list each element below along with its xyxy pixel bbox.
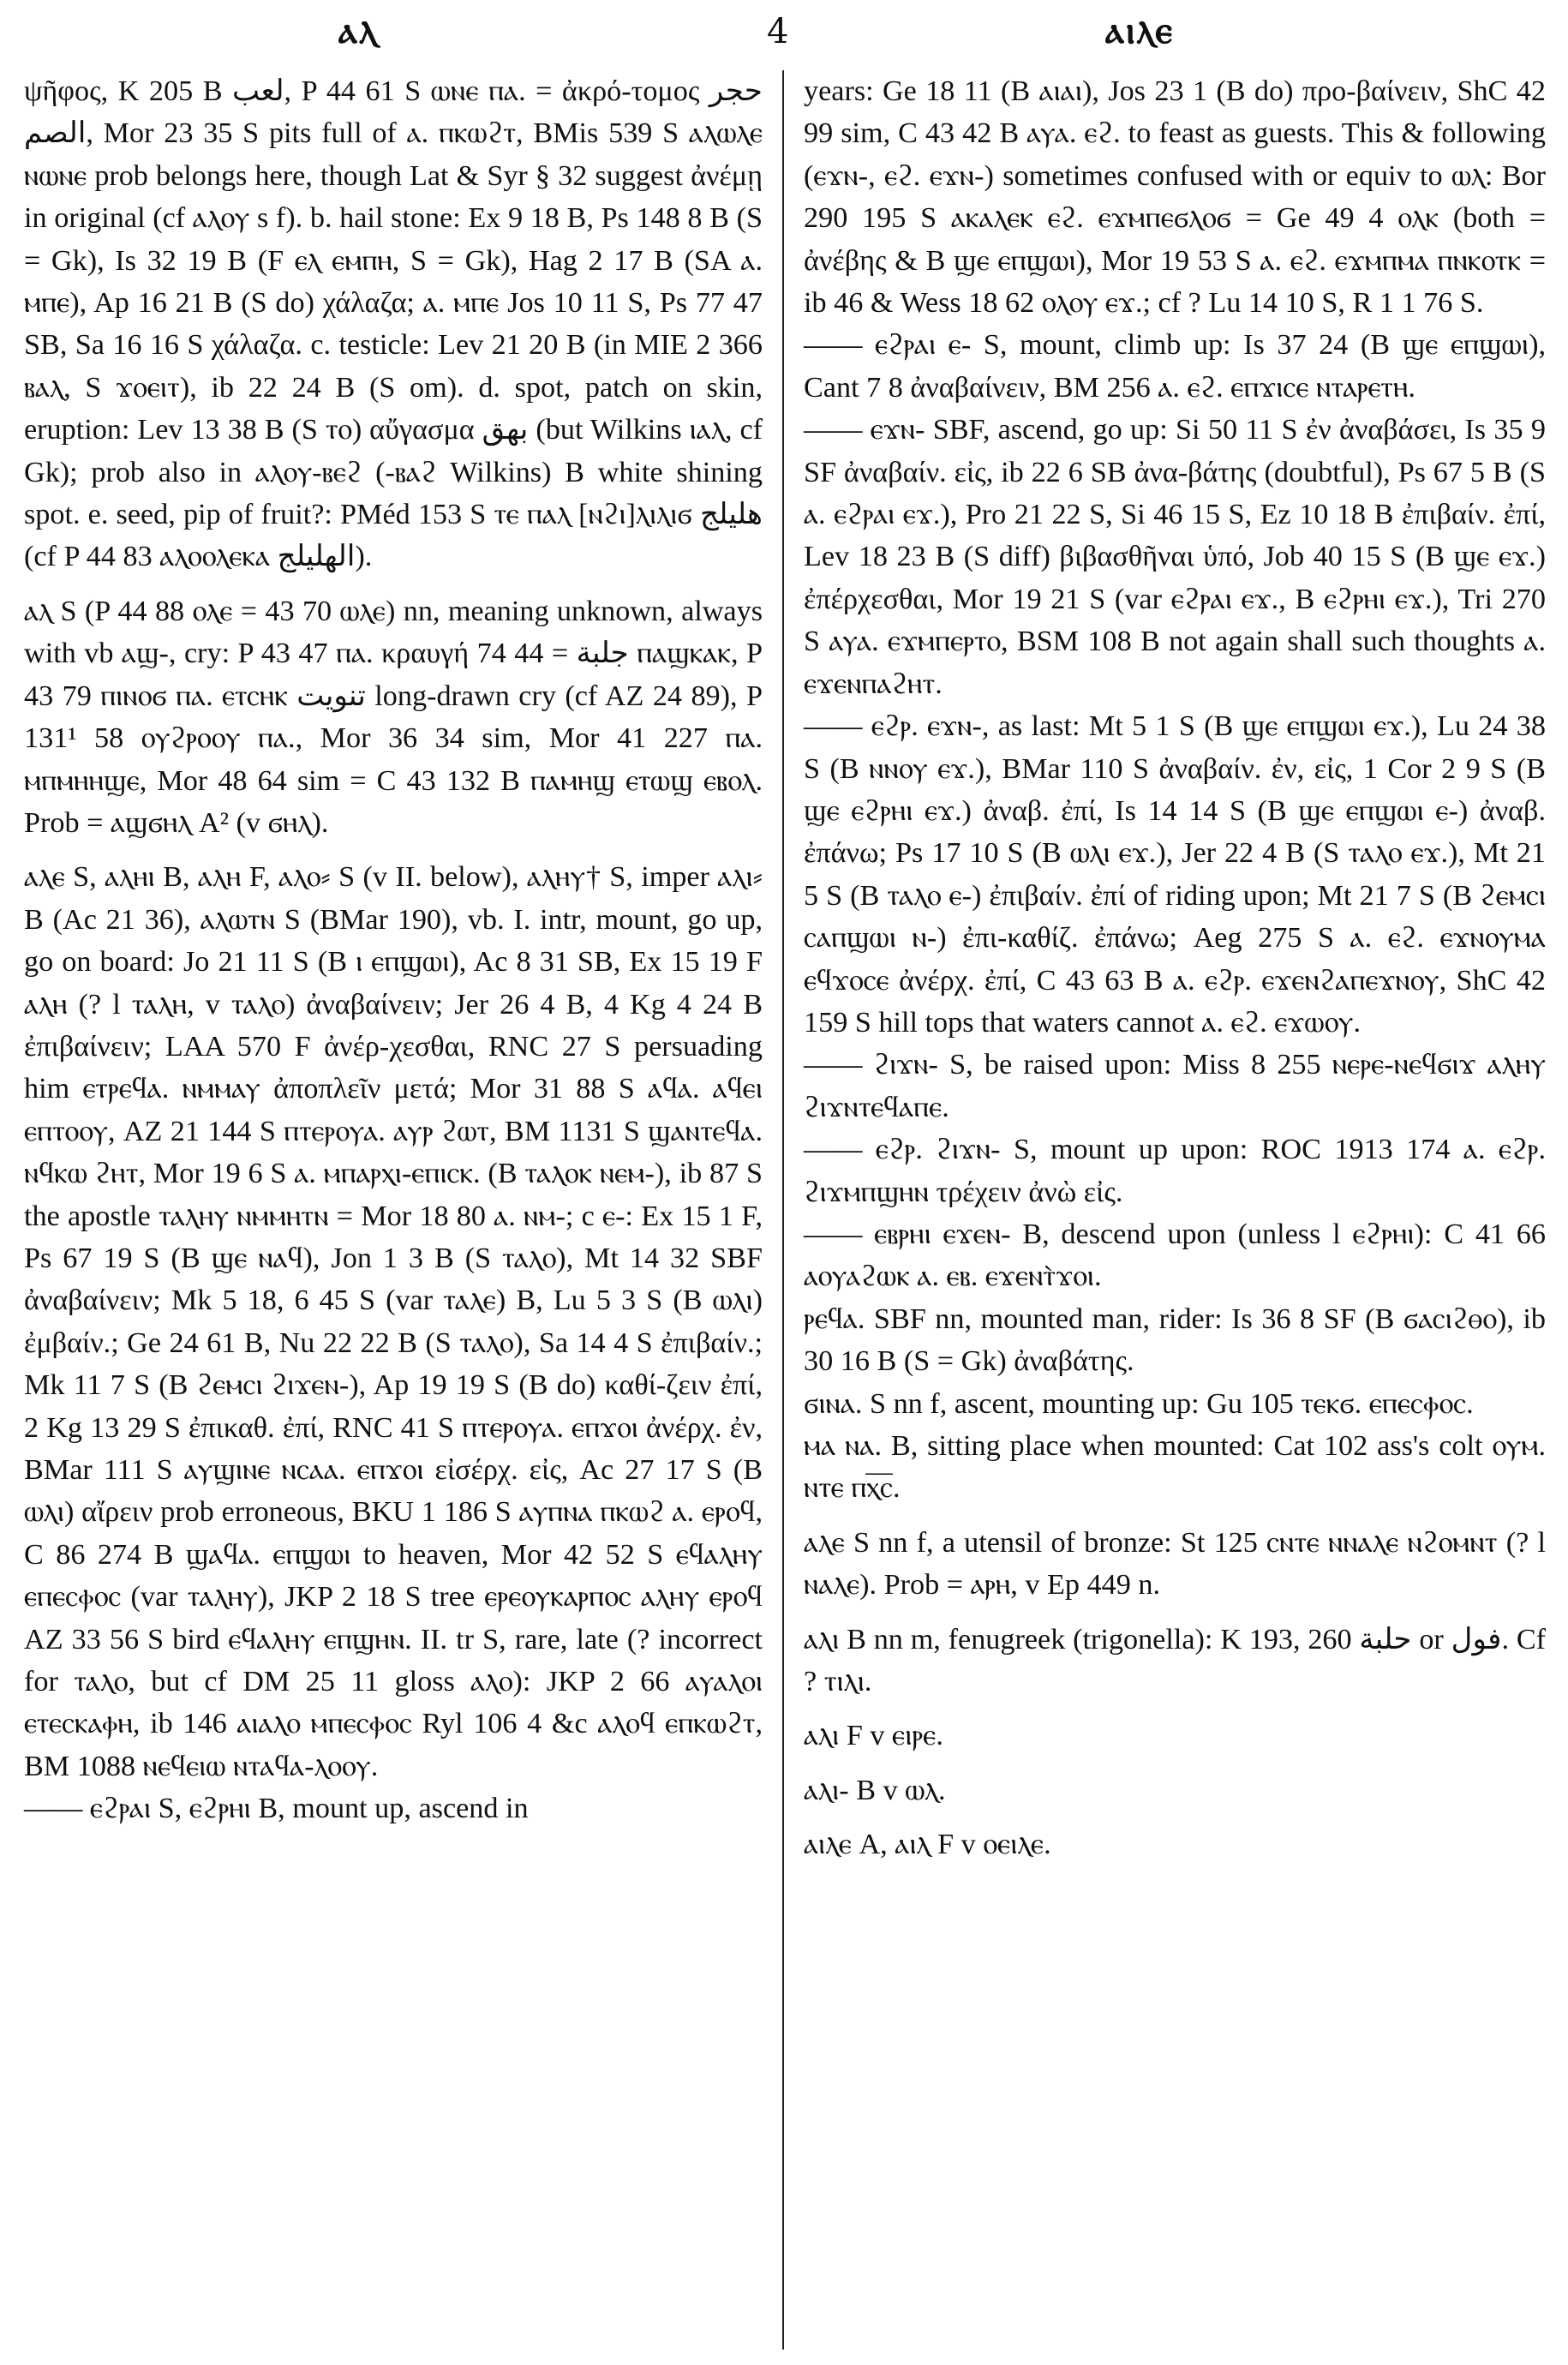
subentry-hijn: —— ϩⲓϫⲛ- S, be raised upon: Miss 8 255 ⲛⲉⲣⲉ-ⲛⲉϥϭⲓϫ ⲁⲗⲏⲩ ϩⲓϫⲛⲧⲉϥⲁⲡⲉ.: [804, 1049, 1546, 1123]
entry-ale-verb: ⲁⲗⲉ S, ⲁⲗⲏⲓ B, ⲁⲗⲏ F, ⲁⲗⲟ⸗ S (v II. below), ⲁⲗⲏⲩ† S, imper ⲁⲗⲓ⸗ B (Ac 21 36), ⲁⲗⲱⲧⲛ S (BMar 190), vb. I. intr, mount, go up, go on board: Jo 21 11 S (B ⲓ ⲉⲡϣⲱⲓ), Ac 8 31 SB, Ex 15 19 F ⲁⲗⲏ (? l ⲧⲁⲗⲏ, v ⲧⲁⲗⲟ) ἀναβαίνειν; Jer 26 4 B, 4 Kg 4 24 B ἐπιβαίνειν; LAA 570 F ἀνέρ-χεσθαι, RNC 27 S persuading him ⲉⲧⲣⲉϥⲁ. ⲛⲙⲙⲁⲩ ἀποπλεῖν μετά; Mor 31 88 S ⲁϥⲁ. ⲁϥⲉⲓ ⲉⲡⲧⲟⲟⲩ, AZ 21 144 S ⲡⲧⲉⲣⲟⲩⲁ. ⲁⲩⲣ ϩⲱⲧ, BM 1131 S ϣⲁⲛⲧⲉϥⲁ. ⲛϥⲕⲱ ϩⲏⲧ, Mor 19 6 S ⲁ. ⲙⲡⲁⲣⲭⲓ-ⲉⲡⲓⲥⲕ. (B ⲧⲁⲗⲟⲕ ⲛⲉⲙ-), ib 87 S the apostle ⲧⲁⲗⲏⲩ ⲛⲙⲙⲏⲧⲛ = Mor 18 80 ⲁ. ⲛⲙ-; c ⲉ-: Ex 15 1 F, Ps 67 19 S (B ϣⲉ ⲛⲁϥ), Jon 1 3 B (S ⲧⲁⲗⲟ), Mt 14 32 SBF ἀναβαίνειν; Mk 5 18, 6 45 S (var ⲧⲁⲗⲉ) B, Lu 5 3 S (B ⲱⲗⲓ) ἐμβαίν.; Ge 24 61 B, Nu 22 22 B (S ⲧⲁⲗⲟ), Sa 14 4 S ἐπιβαίν.; Mk 11 7 S (B ϩⲉⲙⲥⲓ ϩⲓϫⲉⲛ-), Ap 19 19 S (B do) καθί-ζειν ἐπί, 2 Kg 13 29 S ἐπικαθ. ἐπί, RNC 41 S ⲡⲧⲉⲣⲟⲩⲁ. ⲉⲡϫⲟⲓ ἀνέρχ. ἐν, BMar 111 S ⲁⲩϣⲓⲛⲉ ⲛⲥⲁⲁ. ⲉⲡϫⲟⲓ εἰσέρχ. εἰς, Ac 27 17 S (B ⲱⲗⲓ) αἴρειν prob erroneous, BKU 1 186 S ⲁⲩⲡⲛⲁ ⲡⲕⲱϩ ⲁ. ⲉⲣⲟϥ, C 86 274 B ϣⲁϥⲁ. ⲉⲡϣⲱⲓ to heaven, Mor 42 52 S ⲉϥⲁⲗⲏⲩ ⲉⲡⲉⲥⲫⲟⲥ (var ⲧⲁⲗⲏⲩ), JKP 2 18 S tree ⲉⲣⲉⲟⲩⲕⲁⲣⲡⲟⲥ ⲁⲗⲏⲩ ⲉⲣⲟϥ AZ 33 56 S bird ⲉϥⲁⲗⲏⲩ ⲉⲡϣⲏⲛ. II. tr S, rare, late (? incorrect for ⲧⲁⲗⲟ, but cf DM 25 11 gloss ⲁⲗⲟ): JKP 2 66 ⲁⲩⲁⲗⲟⲓ ⲉⲧⲉⲥⲕⲁⲫⲏ, ib 146 ⲁⲓⲁⲗⲟ ⲙⲡⲉⲥⲫⲟⲥ Ryl 106 4 &c ⲁⲗⲟϥ ⲉⲡⲕⲱϩⲧ, BM 1088 ⲛⲉϥⲉⲓⲱ ⲛⲧⲁϥⲁ-ⲗⲟⲟⲩ.: [24, 861, 763, 1782]
running-head-right: ⲁⲓⲗⲉ: [1105, 9, 1174, 52]
entry-ali-f: ⲁⲗⲓ F v ⲉⲓⲣⲉ.: [804, 1720, 943, 1752]
subentry-ma-na: ⲙⲁ ⲛⲁ. B, sitting place when mounted: Cat 102 ass's colt ⲟⲩⲙ. ⲛⲧⲉ ⲡⲭ̅ⲥ̅.: [804, 1430, 1546, 1505]
entry-al: ⲁⲗ S (P 44 88 ⲟⲗⲉ = 43 70 ⲱⲗⲉ) nn, meaning unknown, always with vb ⲁϣ-, cry: P 43 47 ⲡⲁ. κραυγή جلبة = 44 74 ⲡⲁϣⲕⲁⲕ, P 43 79 ⲡⲓⲛⲟϭ ⲡⲁ. ⲉⲧⲥⲏⲕ تنويت long-drawn cry (cf AZ 24 89), P 131¹ 58 ⲟⲩϩⲣⲟⲟⲩ ⲡⲁ., Mor 36 34 sim, Mor 41 227 ⲡⲁ. ⲙⲡⲙⲏⲏϣⲉ, Mor 48 64 sim = C 43 132 B ⲡⲁⲙⲏϣ ⲉⲧⲱϣ ⲉⲃⲟⲗ. Prob = ⲁϣϭⲏⲗ A² (v ϭⲏⲗ).: [24, 595, 763, 839]
subentry-ehr-ejn: —— ⲉϩⲣ. ⲉϫⲛ-, as last: Mt 5 1 S (B ϣⲉ ⲉⲡϣⲱⲓ ⲉϫ.), Lu 24 38 S (B ⲛⲛⲟⲩ ⲉϫ.), BMar 110 S ἀναβαίν. ἐν, εἰς, 1 Cor 2 9 S (B ϣⲉ ⲉϩⲣⲏⲓ ⲉϫ.) ἀναβ. ἐπί, Is 14 14 S (B ϣⲉ ⲉⲡϣⲱⲓ ⲉ-) ἀναβ. ἐπάνω; Ps 17 10 S (B ⲱⲗⲓ ⲉϫ.), Jer 22 4 B (S ⲧⲁⲗⲟ ⲉϫ.), Mt 21 5 S (B ⲧⲁⲗⲟ ⲉ-) ἐπιβαίν. ἐπί of riding upon; Mt 21 7 S (B ϩⲉⲙⲥⲓ ⲥⲁⲡϣⲱⲓ ⲛ-) ἐπι-καθίζ. ἐπάνω; Aeg 275 S ⲁ. ⲉϩ. ⲉϫⲛⲟⲩⲙⲁ ⲉϥϫⲟⲥⲉ ἀνέρχ. ἐπί, C 43 63 B ⲁ. ⲉϩⲣ. ⲉϫⲉⲛϩⲁⲡⲉϫⲛⲟⲩ, ShC 42 159 S hill tops that waters cannot ⲁ. ⲉϩ. ⲉϫⲱⲟⲩ.: [804, 710, 1546, 1039]
entry-ali-b: ⲁⲗⲓ- B v ⲱⲗ.: [804, 1774, 946, 1806]
subentry-ebrei-ejen: —— ⲉⲃⲣⲏⲓ ⲉϫⲉⲛ- B, descend upon (unless l ⲉϩⲣⲏⲓ): C 41 66 ⲁⲟⲩⲁϩⲱⲕ ⲁ. ⲉⲃ. ⲉϫⲉⲛⲧ̀ϫⲟⲓ.: [804, 1218, 1546, 1293]
subentry-ehr-hijn: —— ⲉϩⲣ. ϩⲓϫⲛ- S, mount up upon: ROC 1913 174 ⲁ. ⲉϩⲣ. ϩⲓϫⲙⲡϣⲏⲛ τρέχειν ἀνὼ εἰς.: [804, 1134, 1546, 1208]
page-header: [0, 0, 1568, 69]
left-column: [24, 70, 763, 2350]
entry-ale-noun: ⲁⲗⲉ S nn f, a utensil of bronze: St 125 ⲥⲛⲧⲉ ⲛⲛⲁⲗⲉ ⲛϩⲟⲙⲛⲧ (? l ⲛⲁⲗⲉ). Prob = ⲁⲣⲏ, v Ep 449 n.: [804, 1526, 1546, 1602]
subentry-continuation: years: Ge 18 11 (B ⲁⲓⲁⲓ), Jos 23 1 (B do) προ-βαίνειν, ShC 42 99 sim, C 43 42 B ⲁⲩⲁ. ⲉϩ. to feast as guests. This & following (ⲉϫⲛ-, ⲉϩ. ⲉϫⲛ-) sometimes confused with or equiv to ⲱⲗ: Bor 290 195 S ⲁⲕⲁⲗⲉⲕ ⲉϩ. ⲉϫⲙⲡⲉϭⲗⲟϭ = Ge 49 4 ⲟⲗⲕ (both = ἀνέβης & B ϣⲉ ⲉⲡϣⲱⲓ), Mor 19 53 S ⲁ. ⲉϩ. ⲉϫⲙⲡⲙⲁ ⲡⲛⲕⲟⲧⲕ = ib 46 & Wess 18 62 ⲟⲗⲟⲩ ⲉϫ.; cf ? Lu 14 10 S, R 1 1 76 S.: [804, 75, 1546, 320]
subentry-refa: ⲣⲉϥⲁ. SBF nn, mounted man, rider: Is 36 8 SF (B ϭⲁⲥⲓϩⲑⲟ), ib 30 16 B (S = Gk) ἀναβάτης.: [804, 1302, 1546, 1378]
subentry-ejn: —— ⲉϫⲛ- SBF, ascend, go up: Si 50 11 S ἐν ἀναβάσει, Is 35 9 SF ἀναβαίν. εἰς, ib 22 6 SB ἀνα-βάτης (doubtful), Ps 67 5 B (S ⲁ. ⲉϩⲣⲁⲓ ⲉϫ.), Pro 21 22 S, Si 46 15 S, Ez 10 18 B ἐπιβαίν. ἐπί, Lev 18 23 B (S diff) βιβασθῆναι ὑπό, Job 40 15 S (B ϣⲉ ⲉϫ.) ἐπέρχεσθαι, Mor 19 21 S (var ⲉϩⲣⲁⲓ ⲉϫ., B ⲉϩⲣⲏⲓ ⲉϫ.), Tri 270 S ⲁⲩⲁ. ⲉϫⲙⲡⲉⲣⲧⲟ, BSM 108 B not again shall such thoughts ⲁ. ⲉϫⲉⲛⲡⲁϩⲏⲧ.: [804, 414, 1546, 700]
subentry-cina: ϭⲓⲛⲁ. S nn f, ascent, mounting up: Gu 105 ⲧⲉⲕϭ. ⲉⲡⲉⲥⲫⲟⲥ.: [804, 1387, 1474, 1420]
right-column: [804, 70, 1546, 2350]
entry-ali-fenugreek: ⲁⲗⲓ B nn m, fenugreek (trigonella): K 193, 260 حلبة or فول. Cf ? ⲧⲓⲗⲓ.: [804, 1623, 1547, 1698]
entry-aile: ⲁⲓⲗⲉ A, ⲁⲓⲗ F v ⲟⲉⲓⲗⲉ.: [804, 1829, 1051, 1861]
subentry-ehrai: —— ⲉϩⲣⲁⲓ S, ⲉϩⲣⲏⲓ B, mount up, ascend in: [24, 1793, 529, 1825]
entry-continuation: ψῆφος, K 205 B لعب, P 44 61 S ⲱⲛⲉ ⲡⲁ. = ἀκρό-τομος حجر الصم, Mor 23 35 S pits full of ⲁ. ⲡⲕⲱϩⲧ, BMis 539 S ⲁⲗⲱⲗⲉ ⲛⲱⲛⲉ prob belongs here, though Lat & Syr § 32 suggest ἀνέμῃ in original (cf ⲁⲗⲟⲩ s f). b. hail stone: Ex 9 18 B, Ps 148 8 B (S = Gk), Is 32 19 B (F ⲉⲗ ⲉⲙⲡⲏ, S = Gk), Hag 2 17 B (SA ⲁ. ⲙⲡⲉ), Ap 16 21 B (S do) χάλαζα; ⲁ. ⲙⲡⲉ Jos 10 11 S, Ps 77 47 SB, Sa 16 16 S χάλαζα. c. testicle: Lev 21 20 B (in MIE 2 366 ⲃⲁⲗ, S ϫⲟⲉⲓⲧ), ib 22 24 B (S om). d. spot, patch on skin, eruption: Lev 13 38 B (S ⲧⲟ) αὔγασμα بهق (but Wilkins ⲓⲁⲗ, cf Gk); prob also in ⲁⲗⲟⲩ-ⲃⲉϩ (-ⲃⲁϩ Wilkins) B white shining spot. e. seed, pip of fruit?: PMéd 153 S ⲧⲉ ⲡⲁⲗ [ⲛϩⲓ]ⲗⲓⲗⲓϭ هليلج (cf P 44 83 ⲁⲗⲟⲟⲗⲉⲕⲁ الهليلج).: [24, 75, 763, 573]
subentry-ehrai-e: —— ⲉϩⲣⲁⲓ ⲉ- S, mount, climb up: Is 37 24 (B ϣⲉ ⲉⲡϣⲱⲓ), Cant 7 8 ἀναβαίνειν, BM 256 ⲁ. ⲉϩ. ⲉⲡϫⲓⲥⲉ ⲛⲧⲁⲣⲉⲧⲏ.: [804, 329, 1546, 404]
running-head-left: ⲁⲗ: [338, 9, 379, 52]
page-number: 4: [767, 12, 789, 51]
column-divider: [782, 70, 784, 2350]
